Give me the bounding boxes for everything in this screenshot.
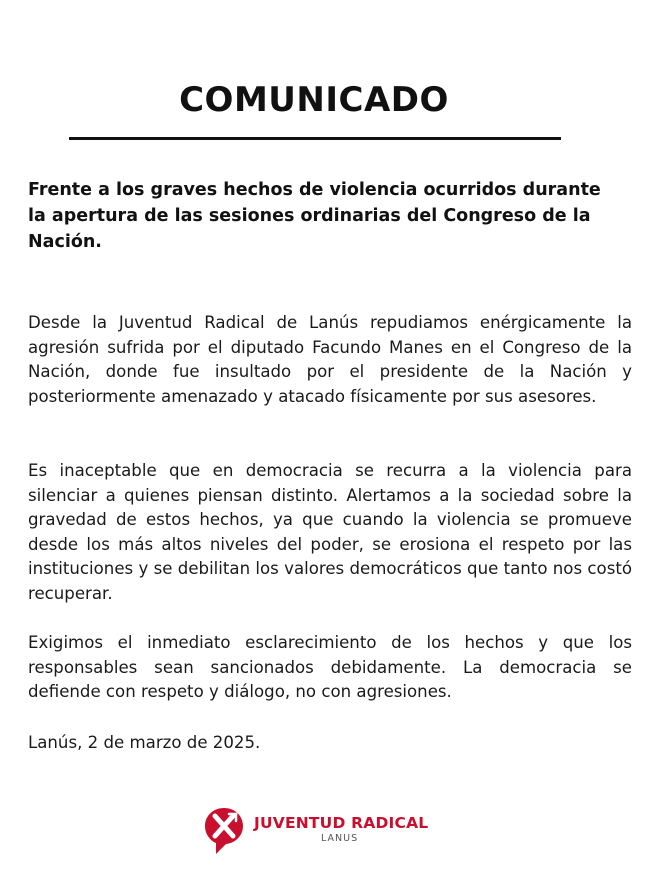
footer-logo bbox=[203, 806, 443, 858]
paragraph-exigencia: Exigimos el inmediato esclarecimiento de los hechos y que los responsables sean sancionados debidamente. La democracia se defiende con respeto y diálogo, no con agresiones. bbox=[28, 633, 632, 701]
title-divider bbox=[69, 137, 561, 140]
lead-statement: Frente a los graves hechos de violencia ocurridos durante la apertura de las sesiones ordinarias del Congreso de la Nación. bbox=[28, 180, 601, 252]
logo-name: JUVENTUD RADICAL bbox=[254, 814, 429, 832]
paragraph-violencia: Es inaceptable que en democracia se recurra a la violencia para silenciar a quienes piensan distinto. Alertamos a la sociedad sobre la gravedad de estos hechos, ya que cuando la violencia se promueve desde los más altos niveles del poder, se erosiona el respeto por las instituciones y se debilitan los valores democráticos que tanto nos costó recuperar. bbox=[28, 461, 632, 603]
page-title: COMUNICADO bbox=[179, 80, 449, 120]
signoff-date: Lanús, 2 de marzo de 2025. bbox=[28, 733, 261, 752]
paragraph-repudio: Desde la Juventud Radical de Lanús repudiamos enérgicamente la agresión sufrida por el diputado Facundo Manes en el Congreso de la Nación, donde fue insultado por el presidente de la Nación y posteriormente amenazado y atacado físicamente por sus asesores. bbox=[28, 313, 632, 406]
logo-subtitle: LANUS bbox=[321, 833, 359, 844]
juventud-radical-icon bbox=[203, 806, 245, 856]
